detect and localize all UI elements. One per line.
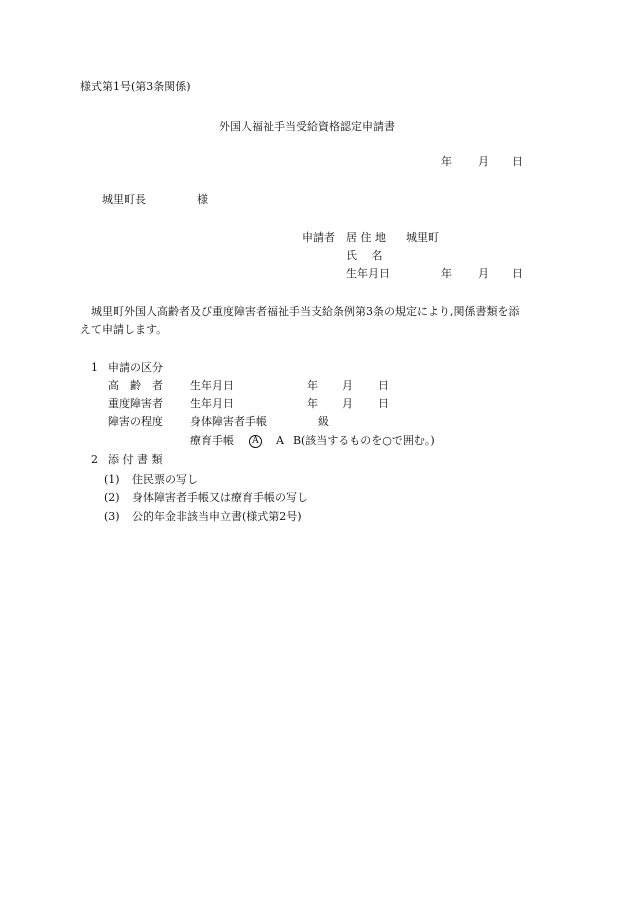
option-b: B (293, 434, 302, 447)
addressee-name: 城里町長 (102, 193, 146, 206)
disability-degree-label: 障害の程度 (108, 415, 163, 428)
applicant-label: 申請者 (302, 231, 335, 244)
attachment-1-text: 住民票の写し (132, 473, 198, 486)
body-text-line1: 城里町外国人高齢者及び重度障害者福祉手当支給条例第3条の規定により,関係書類を添 (91, 305, 520, 318)
option-a: A (276, 434, 284, 447)
attachment-1-number: (1) (104, 473, 120, 486)
address-label: 居 住 地 (346, 231, 386, 244)
birthdate-label: 生年月日 (346, 267, 390, 280)
disabled-year: 年 (307, 397, 318, 410)
birthdate-month: 月 (478, 267, 489, 280)
disabled-month: 月 (342, 397, 353, 410)
attachment-2-number: (2) (104, 491, 120, 504)
birthdate-day: 日 (512, 267, 523, 280)
grade-label: 級 (318, 415, 329, 428)
elderly-label: 高 齢 者 (108, 379, 163, 392)
attachment-3-number: (3) (104, 510, 120, 523)
section1-heading: 申請の区分 (108, 361, 163, 374)
disabled-day: 日 (378, 397, 389, 410)
circled-a-glyph: A (249, 435, 262, 448)
address-value: 城里町 (406, 231, 439, 244)
section2-heading: 添 付 書 類 (108, 453, 163, 466)
elderly-month: 月 (342, 379, 353, 392)
ryoiku-card-label: 療育手帳 (190, 434, 234, 447)
section2-number: 2 (91, 453, 98, 466)
elderly-year: 年 (307, 379, 318, 392)
disabled-label: 重度障害者 (108, 397, 163, 410)
addressee-honorific: 様 (197, 193, 208, 206)
selection-instruction: (該当するものを○で囲む。) (301, 434, 435, 447)
birthdate-year: 年 (441, 267, 452, 280)
form-number: 様式第1号(第3条関係) (80, 80, 191, 93)
name-label: 氏 名 (346, 249, 383, 262)
attachment-3-text: 公的年金非該当申立書(様式第2号) (132, 510, 302, 523)
document-title: 外国人福祉手当受給資格認定申請書 (219, 120, 395, 133)
elderly-day: 日 (378, 379, 389, 392)
physical-disability-card-label: 身体障害者手帳 (190, 415, 267, 428)
date-year: 年 (441, 155, 452, 168)
circled-a-mark (249, 434, 264, 448)
attachment-2-text: 身体障害者手帳又は療育手帳の写し (132, 491, 308, 504)
section1-number: 1 (91, 361, 98, 374)
elderly-birthdate-label: 生年月日 (190, 379, 234, 392)
body-text-line2: えて申請します。 (80, 323, 168, 336)
disabled-birthdate-label: 生年月日 (190, 397, 234, 410)
date-day: 日 (512, 155, 523, 168)
date-month: 月 (478, 155, 489, 168)
